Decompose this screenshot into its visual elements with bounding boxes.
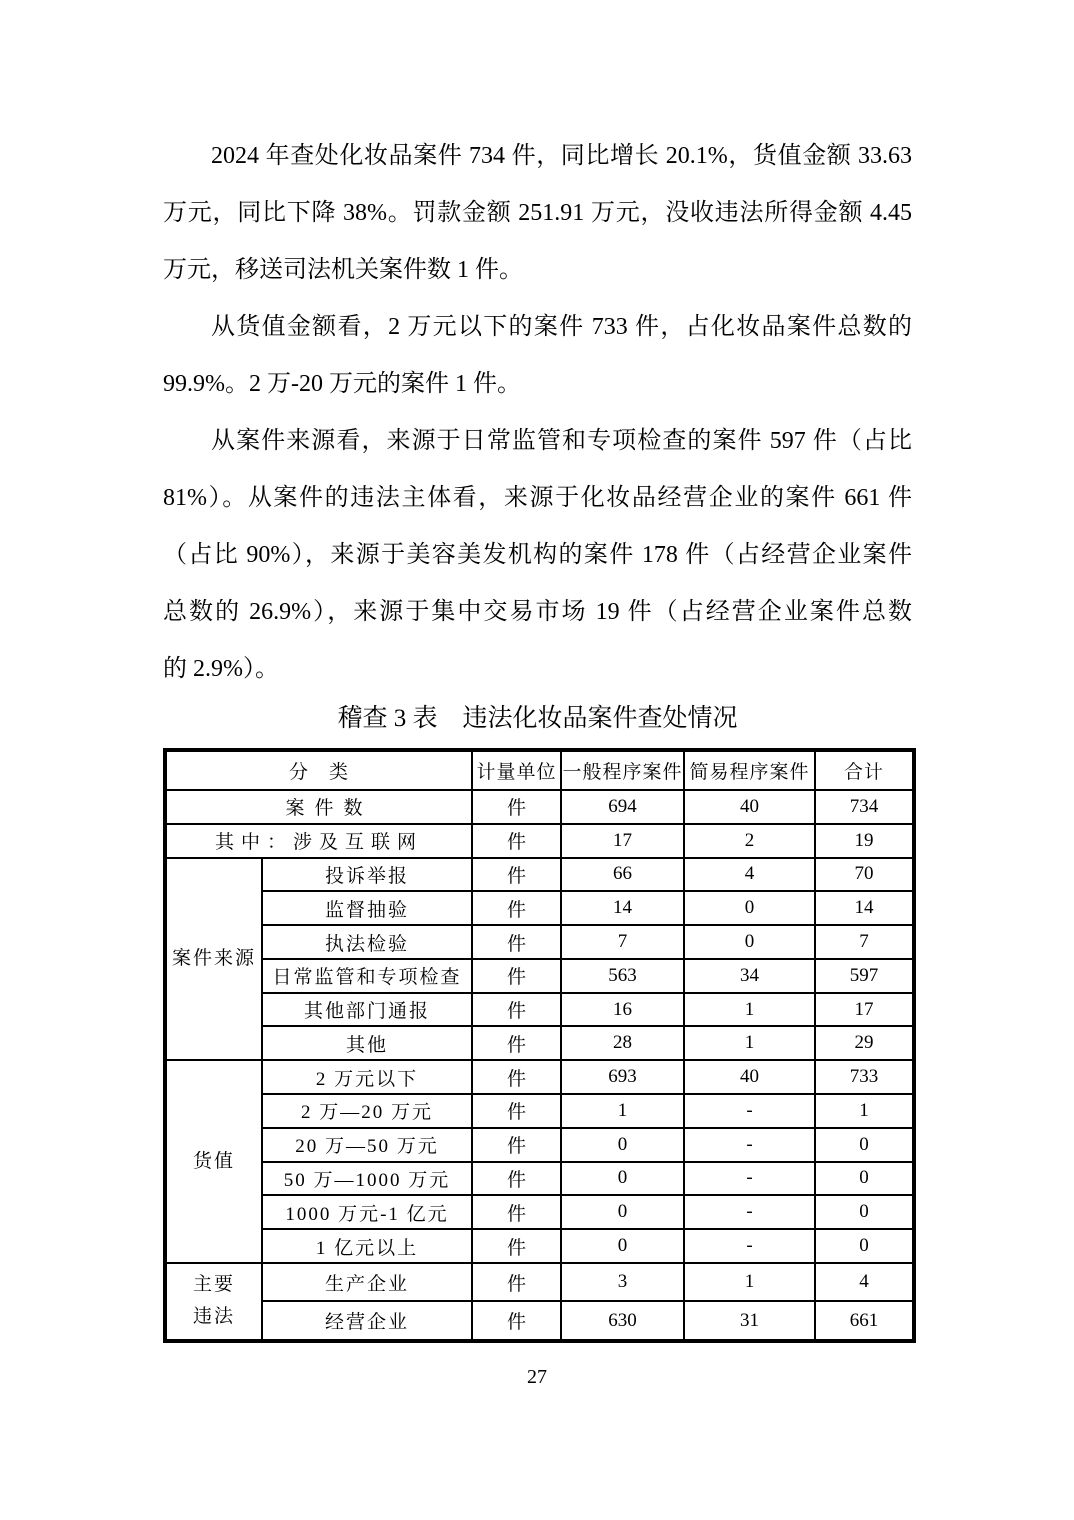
general-count-cell: 7: [561, 925, 684, 959]
category-cell: 投诉举报: [262, 858, 472, 892]
simple-count-cell: 0: [684, 925, 815, 959]
total-count-cell: 0: [815, 1128, 914, 1162]
unit-cell: 件: [472, 993, 561, 1027]
general-count-cell: 1: [561, 1094, 684, 1128]
general-count-cell: 693: [561, 1060, 684, 1094]
body-text: [163, 128, 912, 698]
total-count-cell: 17: [815, 993, 914, 1027]
general-count-cell: 563: [561, 959, 684, 993]
general-count-cell: 0: [561, 1195, 684, 1229]
simple-count-cell: 4: [684, 858, 815, 892]
text-line: 从案件来源看，来源于日常监管和专项检查的案件 597 件（占比: [211, 428, 912, 454]
total-count-cell: 661: [815, 1301, 914, 1341]
simple-count-cell: 40: [684, 790, 815, 824]
text-line: 总数的 26.9%），来源于集中交易市场 19 件（占经营企业案件总数: [163, 599, 912, 625]
unit-cell: 件: [472, 790, 561, 824]
category-cell: 执法检验: [262, 925, 472, 959]
table-row: [165, 824, 914, 858]
total-count-cell: 29: [815, 1026, 914, 1060]
general-count-cell: 14: [561, 891, 684, 925]
text-line: 2024 年查处化妆品案件 734 件，同比增长 20.1%，货值金额 33.63: [211, 143, 912, 169]
unit-cell: 件: [472, 1060, 561, 1094]
simple-count-cell: -: [684, 1195, 815, 1229]
unit-cell: 件: [472, 925, 561, 959]
total-count-cell: 7: [815, 925, 914, 959]
table-row: [165, 1162, 914, 1196]
simple-count-cell: 0: [684, 891, 815, 925]
total-count-cell: 597: [815, 959, 914, 993]
text-line: 99.9%。2 万-20 万元的案件 1 件。: [163, 371, 521, 397]
text-line: （占比 90%），来源于美容美发机构的案件 178 件（占经营企业案件: [163, 542, 912, 568]
simple-count-cell: -: [684, 1162, 815, 1196]
general-count-cell: 3: [561, 1263, 684, 1301]
unit-cell: 件: [472, 959, 561, 993]
simple-count-cell: 1: [684, 993, 815, 1027]
general-count-cell: 694: [561, 790, 684, 824]
category-cell: 1000 万元-1 亿元: [262, 1195, 472, 1229]
category-cell: 经营企业: [262, 1301, 472, 1341]
header-total: 合计: [815, 750, 914, 790]
category-cell: 其他: [262, 1026, 472, 1060]
general-count-cell: 0: [561, 1229, 684, 1263]
simple-count-cell: 2: [684, 824, 815, 858]
table-row: [165, 1128, 914, 1162]
unit-cell: 件: [472, 1195, 561, 1229]
table-row: [165, 925, 914, 959]
general-count-cell: 17: [561, 824, 684, 858]
table-row: [165, 891, 914, 925]
category-cell: 生产企业: [262, 1263, 472, 1301]
table-row: [165, 993, 914, 1027]
table-row: [165, 790, 914, 824]
general-count-cell: 0: [561, 1128, 684, 1162]
unit-cell: 件: [472, 1301, 561, 1341]
unit-cell: 件: [472, 1128, 561, 1162]
total-count-cell: 70: [815, 858, 914, 892]
text-line: 万元，同比下降 38%。罚款金额 251.91 万元，没收违法所得金额 4.45: [163, 200, 912, 226]
table-row: [165, 1263, 914, 1301]
table-row: [165, 1301, 914, 1341]
total-count-cell: 0: [815, 1229, 914, 1263]
category-cell: 20 万—50 万元: [262, 1128, 472, 1162]
header-unit: 计量单位: [472, 750, 561, 790]
unit-cell: 件: [472, 1229, 561, 1263]
table-row: [165, 858, 914, 892]
simple-count-cell: -: [684, 1094, 815, 1128]
paragraph: [163, 413, 912, 698]
general-count-cell: 66: [561, 858, 684, 892]
case-table: [163, 748, 916, 1343]
category-cell: 其他部门通报: [262, 993, 472, 1027]
category-cell: 2 万—20 万元: [262, 1094, 472, 1128]
unit-cell: 件: [472, 824, 561, 858]
general-count-cell: 28: [561, 1026, 684, 1060]
group-label-cell: 主要 违法: [165, 1263, 262, 1341]
total-count-cell: 19: [815, 824, 914, 858]
text-line: 万元，移送司法机关案件数 1 件。: [163, 257, 523, 283]
category-cell: 1 亿元以上: [262, 1229, 472, 1263]
text-line: 81%）。从案件的违法主体看，来源于化妆品经营企业的案件 661 件: [163, 485, 912, 511]
simple-count-cell: -: [684, 1128, 815, 1162]
unit-cell: 件: [472, 891, 561, 925]
table-row: [165, 1026, 914, 1060]
total-count-cell: 0: [815, 1195, 914, 1229]
category-cell: 2 万元以下: [262, 1060, 472, 1094]
paragraph: [163, 128, 912, 299]
total-count-cell: 733: [815, 1060, 914, 1094]
group-label-cell: 货值: [165, 1060, 262, 1263]
total-count-cell: 14: [815, 891, 914, 925]
simple-count-cell: 40: [684, 1060, 815, 1094]
table-row: [165, 1060, 914, 1094]
text-line: 的 2.9%）。: [163, 656, 279, 682]
table-row: [165, 1094, 914, 1128]
total-count-cell: 734: [815, 790, 914, 824]
unit-cell: 件: [472, 1094, 561, 1128]
total-count-cell: 0: [815, 1162, 914, 1196]
simple-count-cell: 34: [684, 959, 815, 993]
table-header-row: [165, 750, 914, 790]
table-title: 稽查 3 表 违法化妆品案件查处情况: [337, 705, 738, 732]
total-count-cell: 1: [815, 1094, 914, 1128]
group-label-cell: 案件来源: [165, 858, 262, 1061]
unit-cell: 件: [472, 1263, 561, 1301]
unit-cell: 件: [472, 1026, 561, 1060]
category-cell: 监督抽验: [262, 891, 472, 925]
table-row: [165, 1229, 914, 1263]
header-simple-procedure: 简易程序案件: [684, 750, 815, 790]
page-number: 27: [527, 1366, 547, 1388]
text-line: 从货值金额看，2 万元以下的案件 733 件，占化妆品案件总数的: [211, 314, 912, 340]
table-row: [165, 959, 914, 993]
category-cell: 日常监管和专项检查: [262, 959, 472, 993]
table-row: [165, 1195, 914, 1229]
simple-count-cell: 1: [684, 1026, 815, 1060]
general-count-cell: 630: [561, 1301, 684, 1341]
category-cell: 50 万—1000 万元: [262, 1162, 472, 1196]
category-cell: 其中：涉及互联网: [165, 824, 472, 858]
simple-count-cell: -: [684, 1229, 815, 1263]
header-category: 分 类: [165, 750, 472, 790]
header-general-procedure: 一般程序案件: [561, 750, 684, 790]
category-cell: 案件数: [165, 790, 472, 824]
total-count-cell: 4: [815, 1263, 914, 1301]
general-count-cell: 16: [561, 993, 684, 1027]
simple-count-cell: 31: [684, 1301, 815, 1341]
simple-count-cell: 1: [684, 1263, 815, 1301]
general-count-cell: 0: [561, 1162, 684, 1196]
unit-cell: 件: [472, 1162, 561, 1196]
paragraph: [163, 299, 912, 413]
unit-cell: 件: [472, 858, 561, 892]
